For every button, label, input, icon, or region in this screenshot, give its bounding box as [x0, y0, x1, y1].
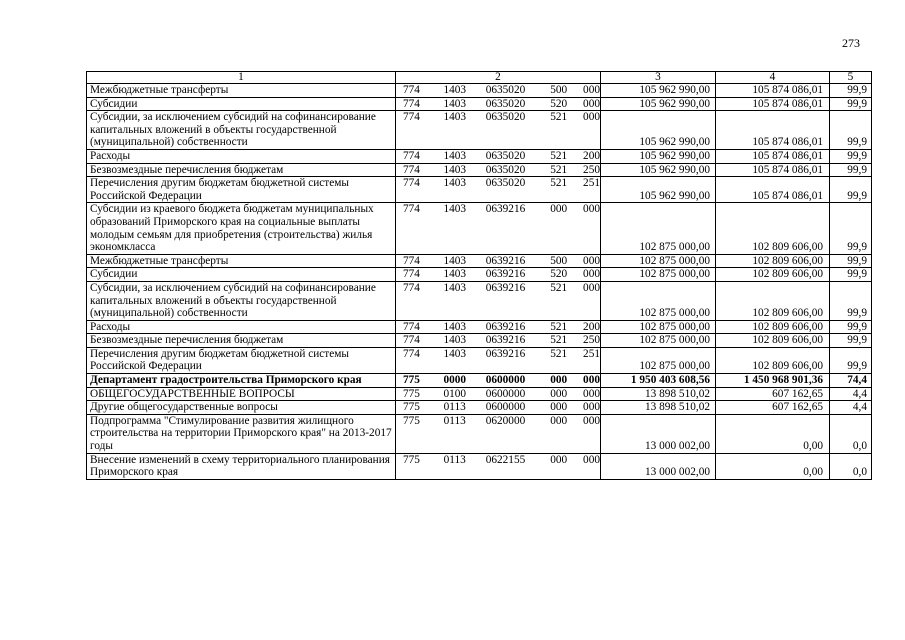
code-target: 0635020	[485, 97, 526, 110]
code-admin: 774	[403, 334, 420, 347]
code-admin: 774	[403, 111, 420, 124]
row-percent: 99,9	[830, 84, 872, 98]
row-codes	[396, 453, 601, 479]
code-target: 0639216	[485, 254, 526, 267]
table-row	[87, 254, 872, 268]
row-value-col4: 102 809 606,00	[716, 203, 830, 254]
row-value-col4: 105 874 086,01	[716, 163, 830, 177]
code-admin: 774	[403, 149, 420, 162]
code-section: 0000	[443, 374, 467, 387]
row-value-col3: 13 000 002,00	[601, 414, 716, 453]
row-value-col3: 102 875 000,00	[601, 254, 716, 268]
code-admin: 774	[403, 268, 420, 281]
code-expense-type: 521	[550, 163, 568, 176]
table-row	[87, 414, 872, 453]
table-row	[87, 203, 872, 254]
page-number: 273	[842, 36, 860, 50]
code-admin: 775	[403, 453, 420, 466]
header-col-1: 1	[87, 72, 396, 84]
header-col-5: 5	[830, 72, 872, 84]
row-value-col4: 607 162,65	[716, 387, 830, 401]
code-kosgu: 000	[583, 401, 600, 414]
code-section: 1403	[443, 97, 467, 110]
code-kosgu: 250	[583, 163, 600, 176]
table-row	[87, 111, 872, 150]
row-percent: 99,9	[830, 149, 872, 163]
table-row	[87, 177, 872, 203]
row-name: Межбюджетные трансферты	[87, 254, 396, 268]
row-name: Безвозмездные перечисления бюджетам	[87, 334, 396, 348]
table-row	[87, 97, 872, 111]
row-value-col3: 105 962 990,00	[601, 111, 716, 150]
row-percent: 99,9	[830, 334, 872, 348]
row-value-col3: 102 875 000,00	[601, 281, 716, 320]
code-kosgu: 200	[583, 320, 600, 333]
code-target: 0635020	[485, 84, 526, 96]
code-target: 0620000	[485, 414, 526, 427]
code-expense-type: 500	[550, 84, 568, 96]
row-name: Субсидии, за исключением субсидий на софинансирование капитальных вложений в объекты государственной (муниципальной) собственности	[87, 111, 396, 150]
row-value-col3: 102 875 000,00	[601, 320, 716, 334]
code-section: 1403	[443, 334, 467, 347]
table-row	[87, 347, 872, 373]
header-col-3: 3	[601, 72, 716, 84]
row-codes	[396, 84, 601, 98]
code-kosgu: 000	[583, 254, 600, 267]
row-value-col4: 105 874 086,01	[716, 111, 830, 150]
code-expense-type: 000	[550, 414, 568, 427]
row-value-col3: 102 875 000,00	[601, 268, 716, 282]
row-value-col4: 0,00	[716, 414, 830, 453]
row-codes	[396, 254, 601, 268]
code-section: 1403	[443, 203, 467, 216]
code-expense-type: 000	[550, 453, 568, 466]
code-expense-type: 521	[550, 334, 568, 347]
row-value-col3: 13 898 510,02	[601, 387, 716, 401]
code-admin: 774	[403, 254, 420, 267]
code-kosgu: 251	[583, 177, 600, 190]
code-section: 1403	[443, 268, 467, 281]
row-codes	[396, 281, 601, 320]
code-kosgu: 000	[583, 414, 600, 427]
code-expense-type: 520	[550, 268, 568, 281]
code-admin: 774	[403, 177, 420, 190]
code-target: 0639216	[485, 281, 526, 294]
table-row	[87, 149, 872, 163]
code-section: 0100	[443, 387, 467, 400]
row-name: Субсидии, за исключением субсидий на софинансирование капитальных вложений в объекты государственной (муниципальной) собственности	[87, 281, 396, 320]
code-kosgu: 000	[583, 387, 600, 400]
code-kosgu: 000	[583, 268, 600, 281]
table-row	[87, 84, 872, 98]
header-col-2: 2	[396, 72, 601, 84]
row-percent: 99,9	[830, 254, 872, 268]
row-percent: 99,9	[830, 177, 872, 203]
row-codes	[396, 163, 601, 177]
code-expense-type: 000	[550, 387, 568, 400]
code-target: 0600000	[485, 401, 526, 414]
row-codes	[396, 111, 601, 150]
row-name: Субсидии из краевого бюджета бюджетам муниципальных образований Приморского края на социальные выплаты молодым семьям для приобретения (строительства) жилья экономкласса	[87, 203, 396, 254]
table-row	[87, 334, 872, 348]
code-admin: 774	[403, 320, 420, 333]
row-value-col4: 102 809 606,00	[716, 268, 830, 282]
code-expense-type: 521	[550, 177, 568, 190]
code-kosgu: 251	[583, 347, 600, 360]
row-codes	[396, 374, 601, 388]
code-target: 0600000	[485, 387, 526, 400]
row-value-col3: 102 875 000,00	[601, 334, 716, 348]
row-percent: 4,4	[830, 401, 872, 415]
row-value-col4: 102 809 606,00	[716, 347, 830, 373]
row-value-col3: 105 962 990,00	[601, 84, 716, 98]
table-row	[87, 387, 872, 401]
row-value-col3: 105 962 990,00	[601, 177, 716, 203]
code-expense-type: 520	[550, 97, 568, 110]
row-value-col3: 102 875 000,00	[601, 347, 716, 373]
table-row	[87, 453, 872, 479]
code-admin: 774	[403, 84, 420, 96]
row-percent: 0,0	[830, 414, 872, 453]
code-admin: 775	[403, 414, 420, 427]
row-codes	[396, 387, 601, 401]
row-value-col4: 105 874 086,01	[716, 97, 830, 111]
code-kosgu: 000	[583, 84, 600, 96]
code-expense-type: 521	[550, 320, 568, 333]
row-value-col3: 105 962 990,00	[601, 97, 716, 111]
code-expense-type: 500	[550, 254, 568, 267]
row-percent: 99,9	[830, 97, 872, 111]
code-admin: 774	[403, 203, 420, 216]
code-expense-type: 521	[550, 149, 568, 162]
code-target: 0635020	[485, 163, 526, 176]
row-codes	[396, 347, 601, 373]
code-target: 0600000	[485, 374, 526, 387]
row-value-col4: 105 874 086,01	[716, 84, 830, 98]
row-percent: 99,9	[830, 163, 872, 177]
row-codes	[396, 334, 601, 348]
code-section: 0113	[443, 453, 466, 466]
code-target: 0639216	[485, 203, 526, 216]
row-name: Подпрограмма "Стимулирование развития жилищного строительства на территории Приморского края" на 2013-2017 годы	[87, 414, 396, 453]
row-name: Перечисления другим бюджетам бюджетной системы Российской Федерации	[87, 347, 396, 373]
row-name: ОБЩЕГОСУДАРСТВЕННЫЕ ВОПРОСЫ	[87, 387, 396, 401]
row-value-col4: 102 809 606,00	[716, 320, 830, 334]
code-target: 0639216	[485, 320, 526, 333]
code-section: 1403	[443, 111, 467, 124]
row-percent: 4,4	[830, 387, 872, 401]
code-kosgu: 250	[583, 334, 600, 347]
row-percent: 0,0	[830, 453, 872, 479]
code-target: 0639216	[485, 347, 526, 360]
code-expense-type: 521	[550, 347, 568, 360]
code-admin: 775	[403, 374, 420, 387]
row-value-col3: 13 000 002,00	[601, 453, 716, 479]
row-value-col3: 105 962 990,00	[601, 149, 716, 163]
code-expense-type: 000	[550, 203, 568, 216]
row-value-col4: 607 162,65	[716, 401, 830, 415]
code-admin: 774	[403, 347, 420, 360]
table-row	[87, 281, 872, 320]
code-kosgu: 000	[583, 281, 600, 294]
code-section: 1403	[443, 347, 467, 360]
row-value-col3: 102 875 000,00	[601, 203, 716, 254]
row-codes	[396, 320, 601, 334]
code-section: 1403	[443, 177, 467, 190]
header-row	[87, 72, 872, 84]
row-codes	[396, 177, 601, 203]
code-admin: 774	[403, 281, 420, 294]
row-percent: 99,9	[830, 268, 872, 282]
code-kosgu: 000	[583, 97, 600, 110]
row-value-col4: 0,00	[716, 453, 830, 479]
row-name: Департамент градостроительства Приморского края	[87, 374, 396, 388]
row-codes	[396, 268, 601, 282]
row-percent: 99,9	[830, 347, 872, 373]
code-expense-type: 000	[550, 374, 568, 387]
code-target: 0635020	[485, 149, 526, 162]
row-codes	[396, 149, 601, 163]
row-percent: 99,9	[830, 111, 872, 150]
code-section: 0113	[443, 401, 466, 414]
code-target: 0635020	[485, 111, 526, 124]
budget-table	[86, 71, 872, 480]
row-value-col4: 102 809 606,00	[716, 281, 830, 320]
code-section: 1403	[443, 254, 467, 267]
row-percent: 99,9	[830, 320, 872, 334]
budget-table-body	[87, 72, 872, 480]
row-value-col3: 13 898 510,02	[601, 401, 716, 415]
table-row	[87, 401, 872, 415]
code-admin: 775	[403, 401, 420, 414]
row-name: Перечисления другим бюджетам бюджетной системы Российской Федерации	[87, 177, 396, 203]
code-expense-type: 000	[550, 401, 568, 414]
row-value-col4: 105 874 086,01	[716, 149, 830, 163]
code-section: 0113	[443, 414, 466, 427]
code-kosgu: 000	[583, 203, 600, 216]
row-percent: 99,9	[830, 281, 872, 320]
code-section: 1403	[443, 281, 467, 294]
row-codes	[396, 203, 601, 254]
code-target: 0639216	[485, 334, 526, 347]
table-row	[87, 320, 872, 334]
code-section: 1403	[443, 84, 467, 96]
row-name: Расходы	[87, 320, 396, 334]
code-section: 1403	[443, 320, 467, 333]
row-codes	[396, 97, 601, 111]
code-kosgu: 000	[583, 374, 600, 387]
code-expense-type: 521	[550, 111, 568, 124]
code-expense-type: 521	[550, 281, 568, 294]
code-kosgu: 200	[583, 149, 600, 162]
row-name: Безвозмездные перечисления бюджетам	[87, 163, 396, 177]
row-percent: 74,4	[830, 374, 872, 388]
row-codes	[396, 414, 601, 453]
code-section: 1403	[443, 149, 467, 162]
code-target: 0622155	[485, 453, 526, 466]
table-row	[87, 163, 872, 177]
row-value-col4: 1 450 968 901,36	[716, 374, 830, 388]
table-row	[87, 268, 872, 282]
row-value-col4: 102 809 606,00	[716, 254, 830, 268]
row-value-col3: 1 950 403 608,56	[601, 374, 716, 388]
row-value-col3: 105 962 990,00	[601, 163, 716, 177]
code-admin: 775	[403, 387, 420, 400]
code-section: 1403	[443, 163, 467, 176]
code-kosgu: 000	[583, 111, 600, 124]
row-name: Субсидии	[87, 97, 396, 111]
row-name: Другие общегосударственные вопросы	[87, 401, 396, 415]
row-codes	[396, 401, 601, 415]
row-value-col4: 105 874 086,01	[716, 177, 830, 203]
row-percent: 99,9	[830, 203, 872, 254]
row-name: Межбюджетные трансферты	[87, 84, 396, 98]
row-name: Внесение изменений в схему территориального планирования Приморского края	[87, 453, 396, 479]
code-admin: 774	[403, 163, 420, 176]
code-target: 0639216	[485, 268, 526, 281]
table-row	[87, 374, 872, 388]
header-col-4: 4	[716, 72, 830, 84]
code-target: 0635020	[485, 177, 526, 190]
code-admin: 774	[403, 97, 420, 110]
code-kosgu: 000	[583, 453, 600, 466]
row-name: Расходы	[87, 149, 396, 163]
row-name: Субсидии	[87, 268, 396, 282]
row-value-col4: 102 809 606,00	[716, 334, 830, 348]
